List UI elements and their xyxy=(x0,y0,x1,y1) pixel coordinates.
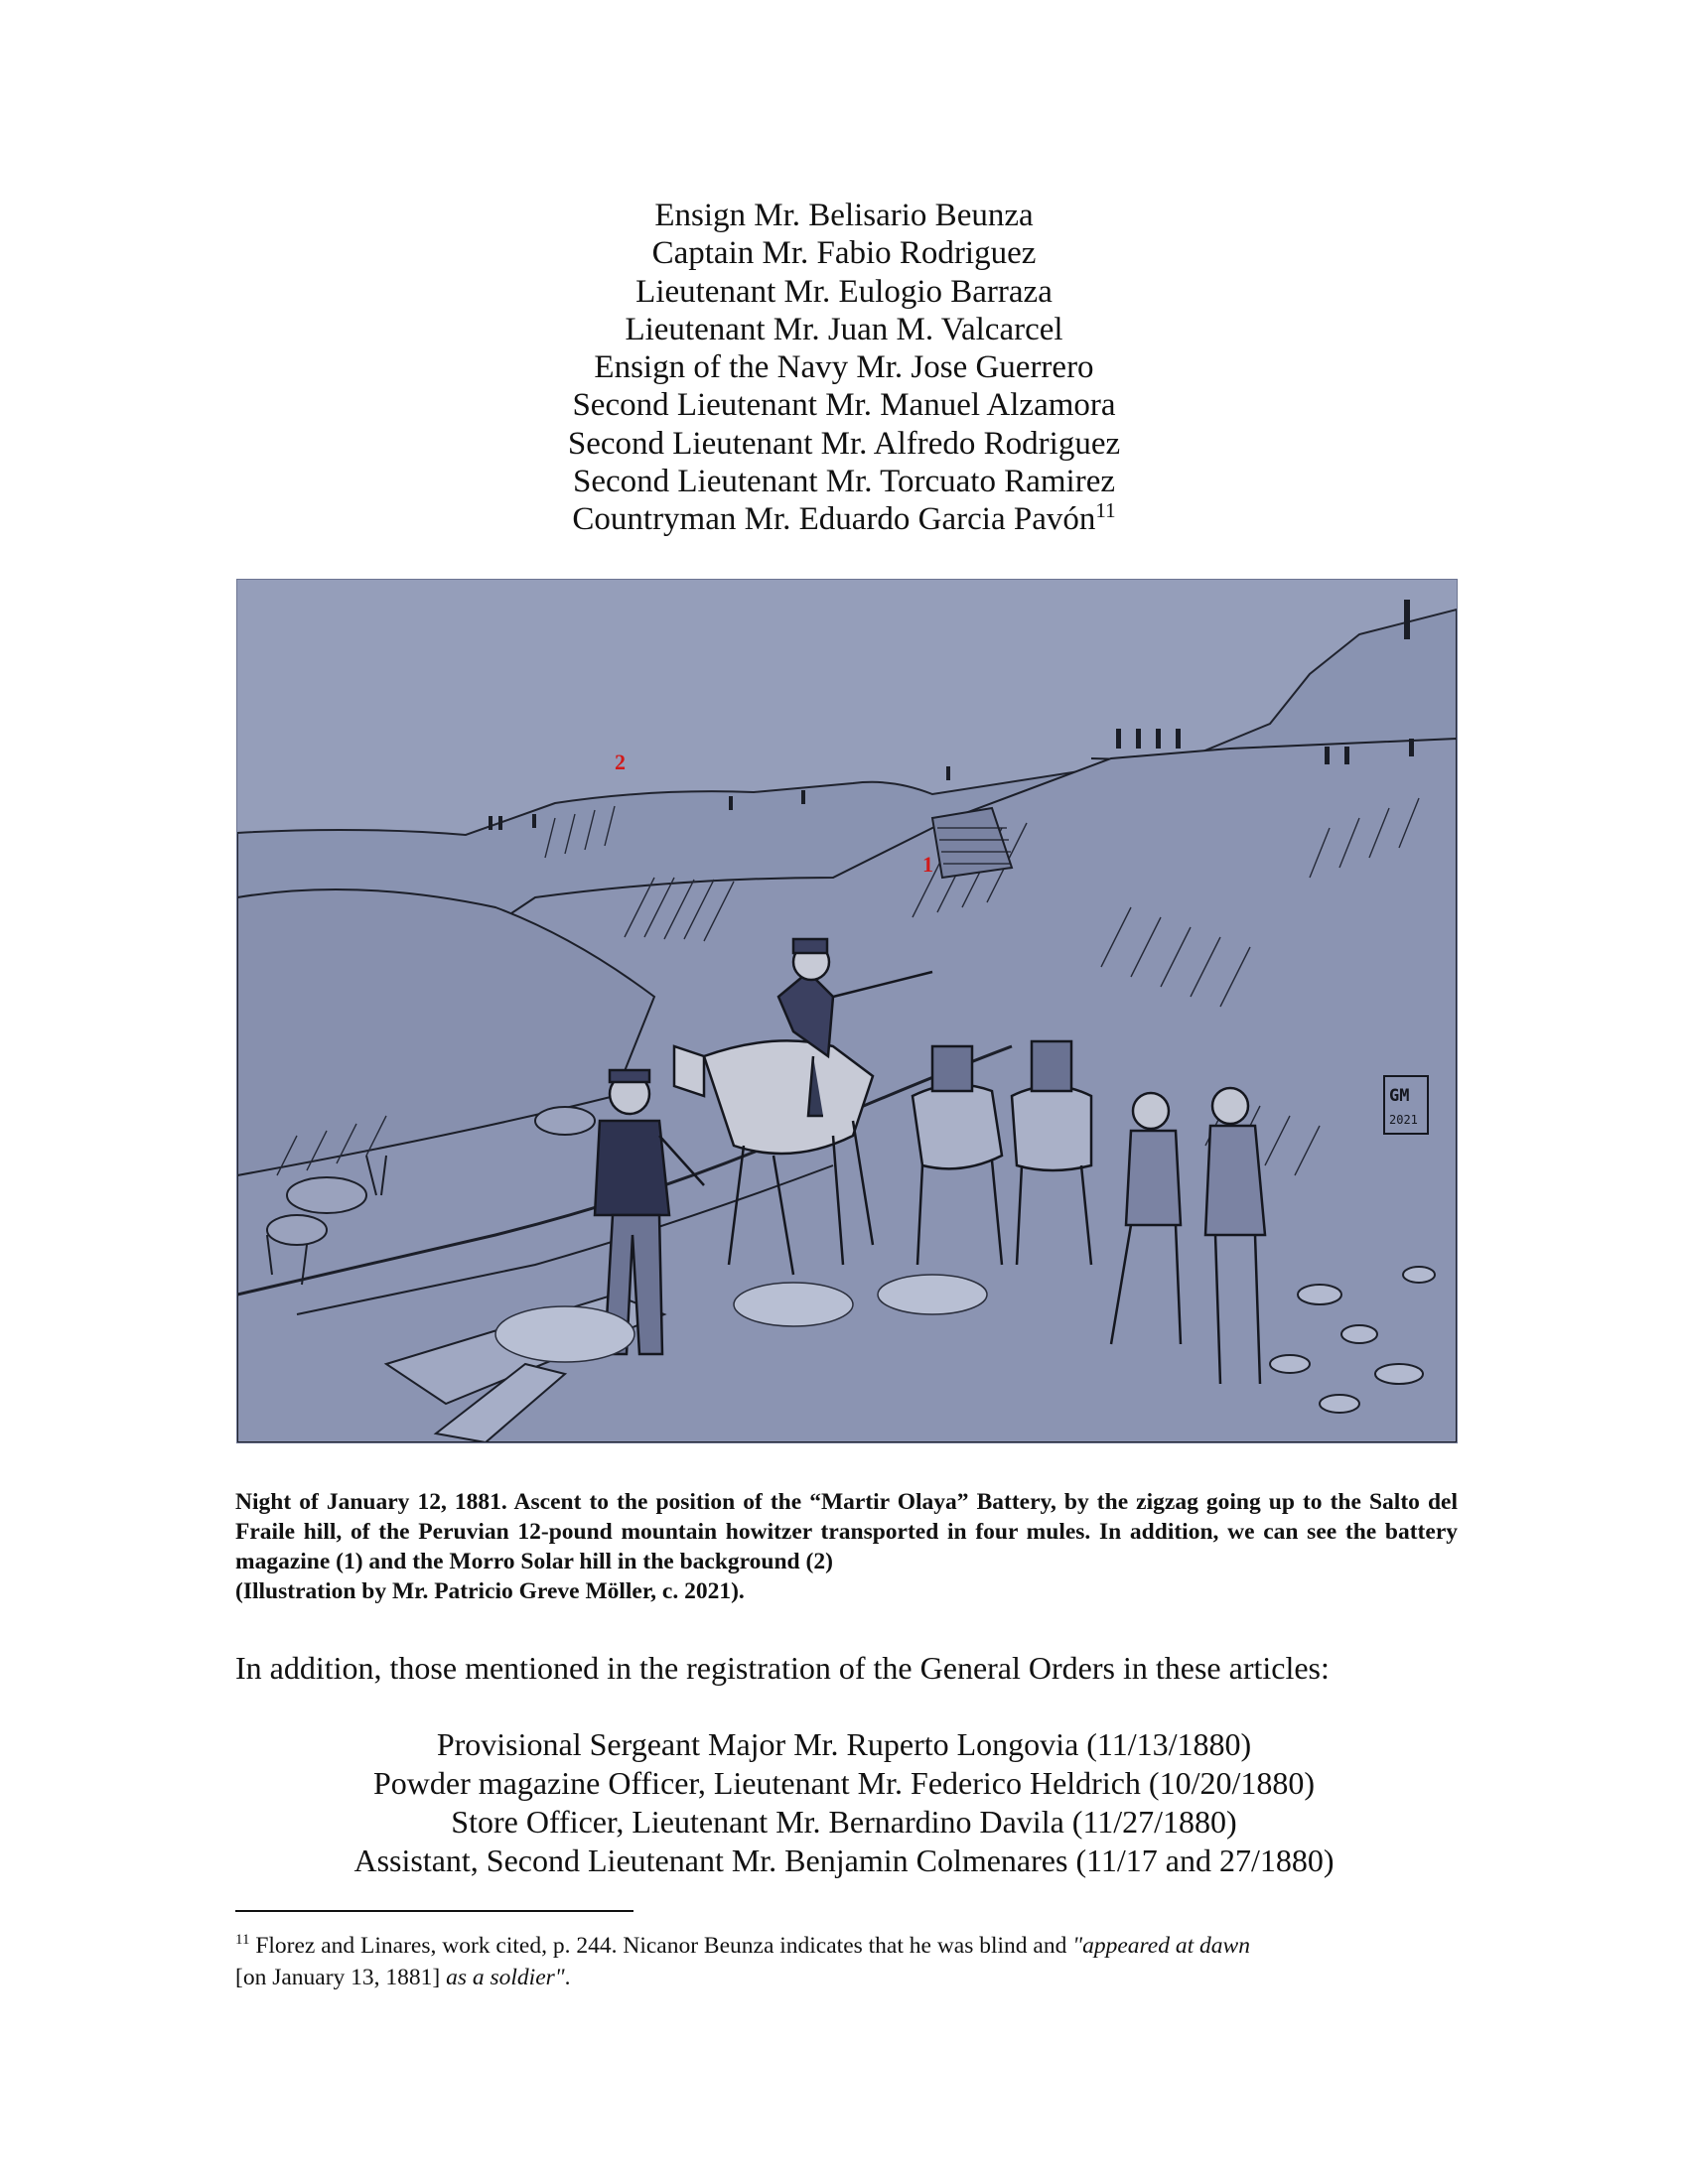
footnote-reference[interactable]: 11 xyxy=(1095,498,1116,523)
officer-name: Ensign Mr. Belisario Beunza xyxy=(654,198,1034,233)
figure-caption xyxy=(235,1487,1458,1606)
marker-1: 1 xyxy=(922,852,933,877)
illustration-drawing xyxy=(237,580,1457,1442)
svg-text:2021: 2021 xyxy=(1389,1113,1418,1127)
caption-credit: (Illustration by Mr. Patricio Greve Möller, c. 2021). xyxy=(235,1578,745,1604)
officer-name: Second Lieutenant Mr. Torcuato Ramirez xyxy=(573,464,1115,500)
officer-name: Second Lieutenant Mr. Alfredo Rodriguez xyxy=(567,425,1121,462)
footnote-number: 11 xyxy=(235,1932,250,1949)
footnote xyxy=(235,1930,1462,1993)
officer-name: Countryman Mr. Eduardo Garcia Pavón xyxy=(572,501,1096,538)
footnote-text: [on January 13, 1881] xyxy=(235,1965,447,1990)
officer-name: Lieutenant Mr. Eulogio Barraza xyxy=(635,273,1053,310)
officer-name: Captain Mr. Fabio Rodriguez xyxy=(651,235,1037,272)
officer-name-list xyxy=(0,197,1688,539)
general-order-entry: Assistant, Second Lieutenant Mr. Benjamin Colmenares (11/17 and 27/1880) xyxy=(353,1843,1335,1878)
footnote-quote: "appeared at dawn xyxy=(1072,1933,1250,1959)
battery-ascent-illustration xyxy=(236,579,1458,1443)
marker-2: 2 xyxy=(615,750,626,774)
general-order-entry: Powder magazine Officer, Lieutenant Mr. Federico Heldrich (10/20/1880) xyxy=(372,1765,1316,1801)
footnote-divider xyxy=(235,1910,633,1912)
general-orders-list xyxy=(0,1725,1688,1880)
general-orders-intro: In addition, those mentioned in the registration of the General Orders in these articles: xyxy=(235,1650,1330,1686)
footnote-end: . xyxy=(564,1965,571,1990)
footnote-text: Florez and Linares, work cited, p. 244. Nicanor Beunza indicates that he was blind and xyxy=(249,1933,1073,1959)
caption-main: Night of January 12, 1881. Ascent to the position of the “Martir Olaya” Battery, by the zigzag going up to the Salto del Fraile hill, of the Peruvian 12-pound mountain howitzer transported in four mules. In addition, we can see the battery magazine (1) and the Morro Solar hill in the background (2) xyxy=(235,1489,1458,1574)
officer-name: Second Lieutenant Mr. Manuel Alzamora xyxy=(572,387,1116,424)
svg-text:GM: GM xyxy=(1389,1086,1410,1106)
officer-name: Lieutenant Mr. Juan M. Valcarcel xyxy=(625,311,1063,347)
officer-name: Ensign of the Navy Mr. Jose Guerrero xyxy=(594,349,1094,386)
footnote-quote: as a soldier" xyxy=(446,1965,565,1990)
general-order-entry: Provisional Sergeant Major Mr. Ruperto Longovia (11/13/1880) xyxy=(436,1726,1252,1762)
general-order-entry: Store Officer, Lieutenant Mr. Bernardino Davila (11/27/1880) xyxy=(451,1804,1237,1840)
officer-name-last xyxy=(0,500,1688,538)
